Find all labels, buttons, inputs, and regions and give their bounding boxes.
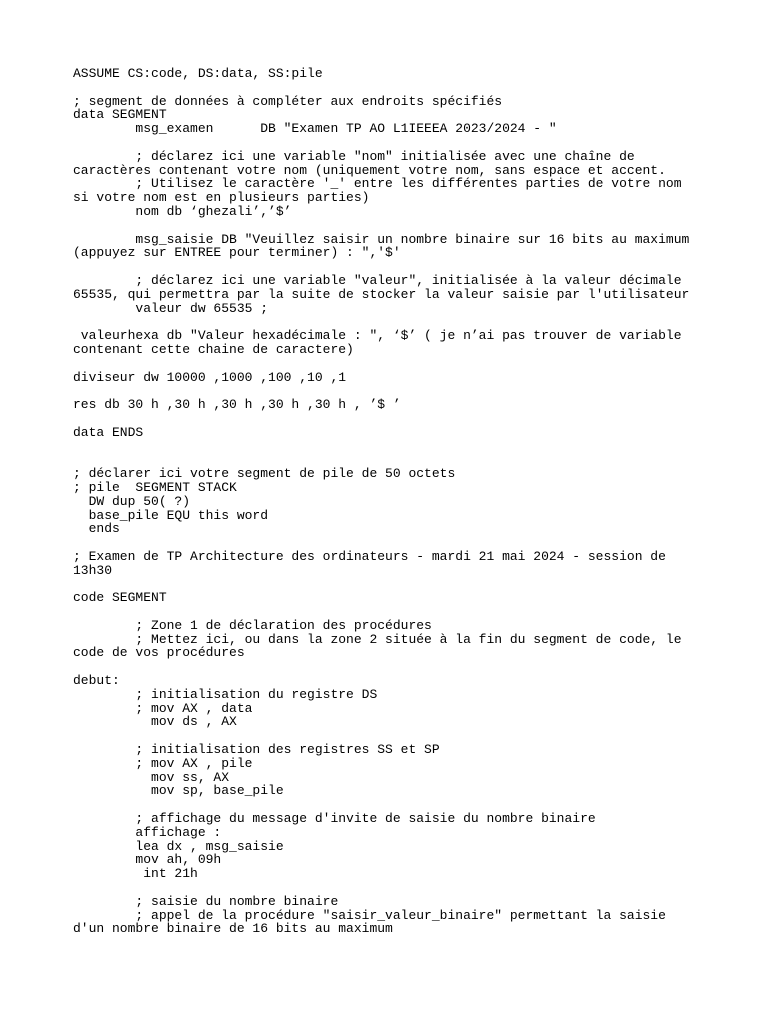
code-line: base_pile EQU this word	[73, 507, 269, 523]
code-line: ; mov AX , pile	[73, 755, 253, 771]
code-line	[73, 660, 713, 674]
code-line	[73, 536, 713, 550]
code-line: ends	[73, 521, 120, 537]
code-line: 65535, qui permettra par la suite de stocker la valeur saisie par l'utilisateur	[73, 286, 690, 302]
code-line: ; Mettez ici, ou dans la zone 2 située à la fin du segment de code, le	[73, 631, 682, 647]
code-line: lea dx , msg_saisie	[73, 838, 284, 854]
code-line: code SEGMENT	[73, 590, 167, 606]
code-line	[73, 81, 713, 95]
code-line: mov ss, AX	[73, 769, 230, 785]
code-line: (appuyez sur ENTREE pour terminer) : ",'$'	[73, 245, 401, 261]
code-line	[73, 605, 713, 619]
code-line: ; Utilisez le caractère '_' entre les différentes parties de votre nom	[73, 176, 682, 192]
code-line: code de vos procédures	[73, 645, 245, 661]
code-line: valeur dw 65535 ;	[73, 300, 269, 316]
code-line	[73, 881, 713, 895]
code-line: affichage :	[73, 824, 222, 840]
code-line: ; segment de données à compléter aux endroits spécifiés	[73, 93, 503, 109]
code-line: ; déclarez ici une variable "valeur", initialisée à la valeur décimale	[73, 272, 682, 288]
code-line: ASSUME CS:code, DS:data, SS:pile	[73, 66, 323, 81]
assembly-source-text	[73, 67, 713, 936]
code-line: ; initialisation du registre DS	[73, 686, 378, 702]
code-line: ; pile SEGMENT STACK	[73, 479, 237, 495]
code-line: si votre nom est en plusieurs parties)	[73, 190, 370, 206]
code-line	[73, 412, 713, 426]
code-line: res db 30 h ,30 h ,30 h ,30 h ,30 h , ’$ ’	[73, 397, 401, 413]
code-line: valeurhexa db "Valeur hexadécimale : ", ‘$’ ( je n’ai pas trouver de variable	[73, 328, 682, 344]
code-line	[73, 315, 713, 329]
code-line: diviseur dw 10000 ,1000 ,100 ,10 ,1	[73, 369, 347, 385]
code-line: ; Examen de TP Architecture des ordinateurs - mardi 21 mai 2024 - session de	[73, 548, 666, 564]
code-line: 13h30	[73, 562, 113, 578]
code-line: ; déclarer ici votre segment de pile de 50 octets	[73, 466, 456, 482]
code-line: data SEGMENT	[73, 107, 167, 123]
code-line: nom db ‘ghezali’,’$’	[73, 203, 292, 219]
code-line	[73, 357, 713, 371]
code-line: ; appel de la procédure "saisir_valeur_binaire" permettant la saisie	[73, 907, 666, 923]
code-line	[73, 729, 713, 743]
code-line	[73, 384, 713, 398]
code-line: data ENDS	[73, 424, 144, 440]
code-line	[73, 453, 713, 467]
code-line: ; affichage du message d'invite de saisie du nombre binaire	[73, 811, 596, 827]
code-line	[73, 260, 713, 274]
code-line	[73, 577, 713, 591]
code-line: int 21h	[73, 866, 198, 882]
code-line: mov ah, 09h	[73, 852, 222, 868]
code-line	[73, 136, 713, 150]
code-line	[73, 798, 713, 812]
code-line: ; déclarez ici une variable "nom" initialisée avec une chaîne de	[73, 148, 635, 164]
code-line: mov sp, base_pile	[73, 783, 284, 799]
code-line: ; saisie du nombre binaire	[73, 893, 339, 909]
code-line: ; Zone 1 de déclaration des procédures	[73, 617, 432, 633]
code-line: DW dup 50( ?)	[73, 493, 191, 509]
code-line: contenant cette chaine de caractere)	[73, 341, 354, 357]
code-line: ; mov AX , data	[73, 700, 253, 716]
code-line: caractères contenant votre nom (uniquement votre nom, sans espace et accent.	[73, 162, 666, 178]
code-line: ; initialisation des registres SS et SP	[73, 742, 440, 758]
code-line	[73, 219, 713, 233]
code-line: debut:	[73, 673, 120, 689]
code-line	[73, 440, 713, 454]
code-line: msg_examen DB "Examen TP AO L1IEEEA 2023/2024 - "	[73, 121, 557, 137]
code-line: msg_saisie DB "Veuillez saisir un nombre binaire sur 16 bits au maximum	[73, 231, 690, 247]
code-line: mov ds , AX	[73, 714, 237, 730]
code-line: d'un nombre binaire de 16 bits au maximum	[73, 921, 393, 937]
